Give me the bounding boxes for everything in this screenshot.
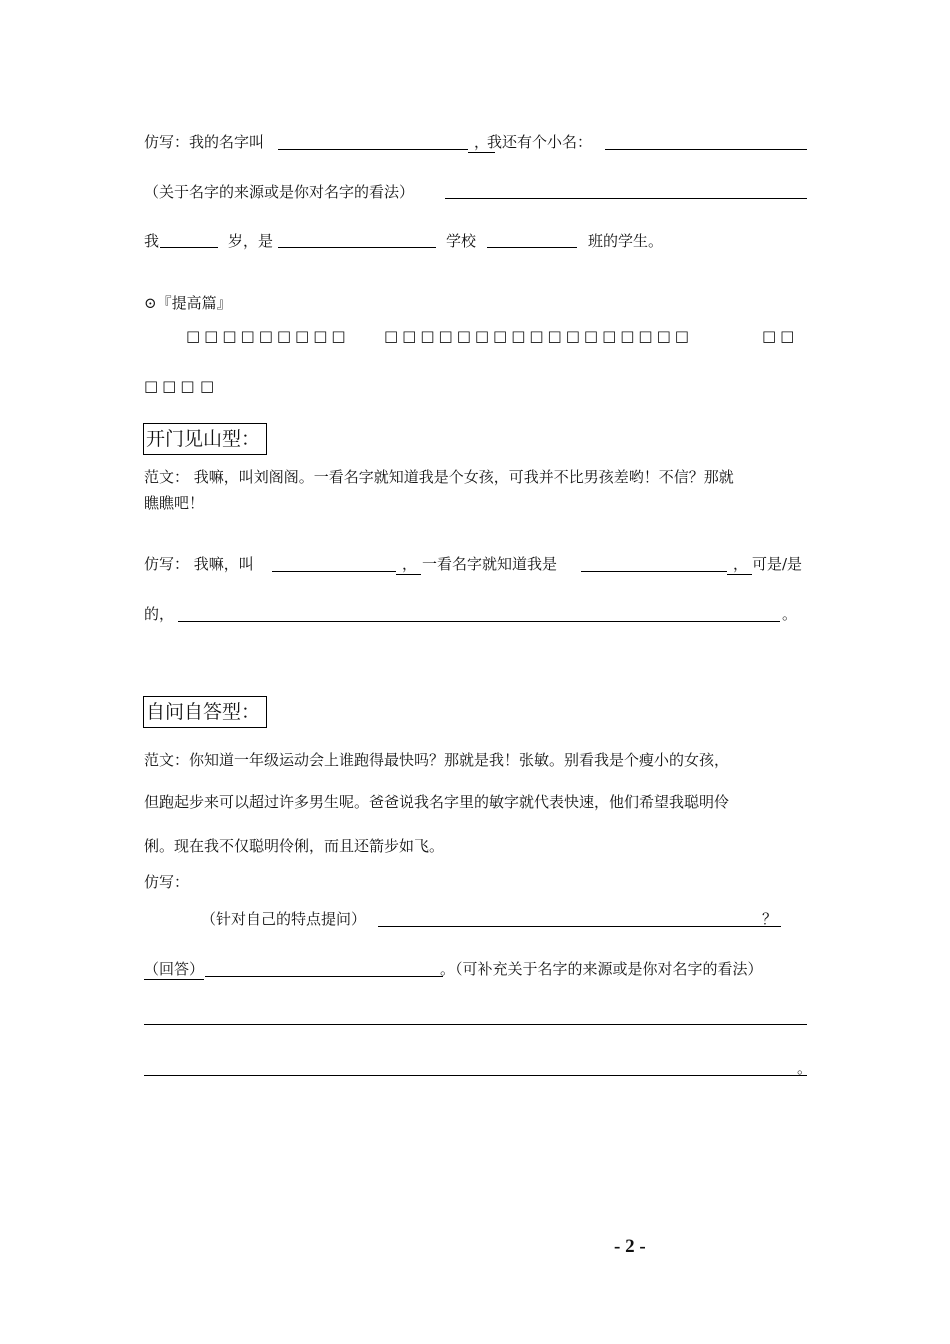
question-mark: ？ <box>762 910 778 928</box>
garbled-text-5: □ <box>200 377 219 395</box>
direct-example-line2: 瞧瞧吧！ <box>144 494 205 512</box>
question-prompt: （针对自己的特点提问） <box>201 910 367 928</box>
direct-but-label: 可是/是 <box>752 555 803 573</box>
name-origin-blank[interactable] <box>445 198 807 199</box>
class-blank[interactable] <box>487 247 577 248</box>
direct-imitate-label: 仿写： 我嘛，叫 <box>144 555 254 573</box>
qa-example-line3: 俐。现在我不仅聪明伶俐，而且还箭步如飞。 <box>144 837 445 855</box>
age-blank[interactable] <box>160 247 218 248</box>
page-number: - 2 - <box>614 1236 646 1257</box>
garbled-text-2: □□□□□□□□□□□□□□□□□ <box>384 327 693 345</box>
name-blank[interactable] <box>278 149 468 150</box>
qa-type-heading: 自问自答型： <box>143 696 267 728</box>
qa-imitate-label: 仿写： <box>144 873 190 891</box>
garbled-text-1: □□□□□□□□□ <box>186 327 350 345</box>
age-prefix: 我 <box>144 232 160 250</box>
direct-know-label: 一看名字就知道我是 <box>422 555 558 573</box>
direct-trait-blank[interactable] <box>178 621 780 622</box>
qa-example-line1: 范文：你知道一年级运动会上谁跑得最快吗？那就是我！张敏。别看我是个瘦小的女孩， <box>144 751 730 769</box>
age-suffix: 岁，是 <box>228 232 274 250</box>
answer-blank[interactable] <box>205 976 443 977</box>
direct-identity-blank[interactable] <box>581 571 727 572</box>
name-comma: ， <box>468 132 495 153</box>
qa-example-line2: 但跑起步来可以超过许多男生呢。爸爸说我名字里的敏字就代表快速，他们希望我聪明伶 <box>144 793 730 811</box>
extra-blank-line-2[interactable] <box>144 1075 807 1076</box>
class-label: 班的学生。 <box>588 232 664 250</box>
direct-type-heading: 开门见山型： <box>143 423 267 455</box>
advanced-title: ⊙『提高篇』 <box>144 294 232 312</box>
direct-comma-1: ， <box>396 554 421 575</box>
nickname-label: 我还有个小名： <box>487 133 593 151</box>
direct-name-blank[interactable] <box>272 571 396 572</box>
extra-blank-line-1[interactable] <box>144 1024 807 1025</box>
nickname-blank[interactable] <box>605 149 807 150</box>
direct-comma-2: ， <box>727 554 752 575</box>
school-blank[interactable] <box>278 247 436 248</box>
school-label: 学校 <box>446 232 477 250</box>
direct-end-period: 。 <box>782 605 798 623</box>
question-blank[interactable] <box>378 926 781 927</box>
garbled-text-4: □□□ <box>144 377 199 395</box>
direct-example-line1: 范文： 我嘛，叫刘阁阁。一看名字就知道我是个女孩，可我并不比男孩差哟！不信？那就 <box>144 468 734 486</box>
answer-tail: 。（可补充关于名字的来源或是你对名字的看法） <box>440 960 763 978</box>
garbled-text-3: □□ <box>762 327 799 345</box>
direct-de-label: 的， <box>144 605 175 623</box>
final-period: 。 <box>797 1059 813 1077</box>
name-origin-label: （关于名字的来源或是你对名字的看法） <box>144 183 415 201</box>
imitate-name-label: 仿写：我的名字叫 <box>144 133 265 151</box>
answer-prompt: （回答） <box>144 960 205 978</box>
